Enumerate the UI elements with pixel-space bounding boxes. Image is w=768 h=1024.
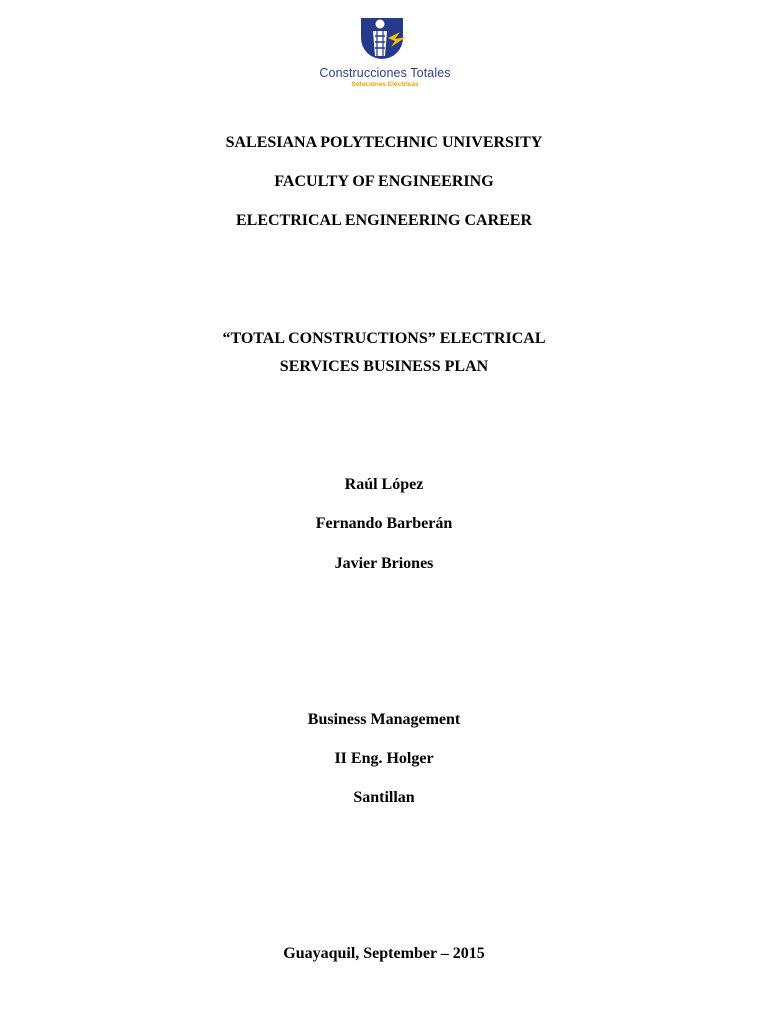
- author-3: Javier Briones: [334, 555, 434, 572]
- logo-company-name: Construcciones Totales: [319, 66, 451, 80]
- place-and-date: Guayaquil, September – 2015: [283, 945, 485, 962]
- university-name: SALESIANA POLYTECHNIC UNIVERSITY: [225, 134, 543, 151]
- professor-line-1: II Eng. Holger: [334, 750, 434, 767]
- course-subject: Business Management: [307, 711, 461, 728]
- author-1: Raúl López: [344, 476, 424, 493]
- document-title-line-1: “TOTAL CONSTRUCTIONS” ELECTRICAL: [222, 330, 546, 347]
- document-title-line-2: SERVICES BUSINESS PLAN: [279, 358, 489, 375]
- career-name: ELECTRICAL ENGINEERING CAREER: [235, 212, 533, 229]
- professor-line-2: Santillan: [353, 789, 415, 806]
- company-logo: [300, 18, 470, 96]
- logo-tagline: Soluciones Eléctricas: [351, 81, 419, 88]
- faculty-name: FACULTY OF ENGINEERING: [274, 173, 494, 190]
- author-2: Fernando Barberán: [315, 515, 453, 532]
- logo-emblem-icon: [358, 18, 406, 62]
